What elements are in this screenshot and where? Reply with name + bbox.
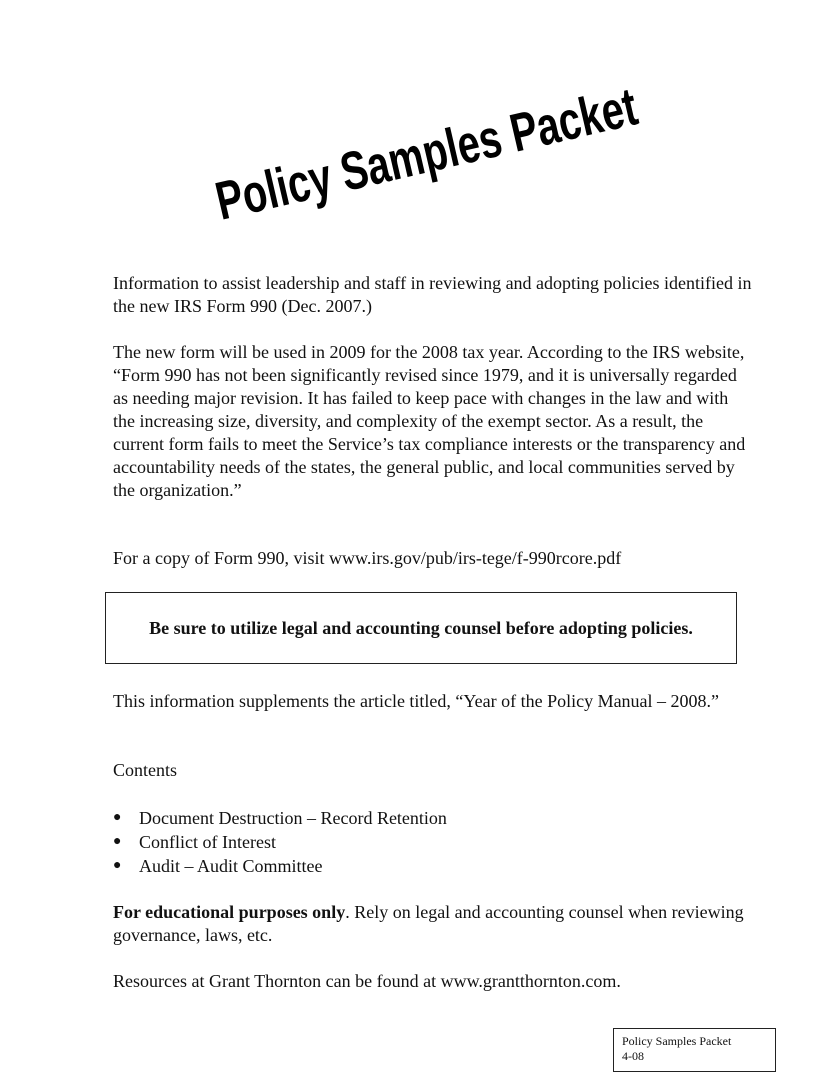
bullet-icon: ●	[113, 834, 122, 849]
footer-label-box	[613, 1028, 776, 1072]
contents-list	[113, 806, 447, 878]
supplement-paragraph: This information supplements the article titled, “Year of the Policy Manual – 2008.”	[113, 691, 720, 711]
counsel-callout-text: Be sure to utilize legal and accounting counsel before adopting policies.	[149, 617, 693, 638]
form-copy-line: For a copy of Form 990, visit www.irs.gov/pub/irs-tege/f-990rcore.pdf	[113, 548, 622, 568]
page-title-wordart	[210, 41, 795, 232]
list-item	[113, 854, 447, 878]
educational-rest-text: . Rely on legal and accounting counsel when reviewing governance, laws, etc.	[113, 902, 744, 945]
footer-title: Policy Samples Packet	[622, 1034, 732, 1048]
list-item-label: Conflict of Interest	[139, 832, 276, 852]
counsel-callout-box	[105, 592, 737, 664]
contents-heading: Contents	[113, 760, 178, 780]
educational-bold-text: For educational purposes only	[113, 902, 346, 922]
list-item-label: Document Destruction – Record Retention	[139, 808, 447, 828]
page-title: Policy Samples Packet	[210, 41, 795, 232]
educational-paragraph	[113, 901, 753, 947]
list-item	[113, 806, 447, 830]
bullet-icon: ●	[113, 810, 122, 825]
list-item-label: Audit – Audit Committee	[139, 856, 323, 876]
list-item	[113, 830, 447, 854]
footer-date: 4-08	[622, 1049, 644, 1063]
resources-paragraph: Resources at Grant Thornton can be found at www.grantthornton.com.	[113, 971, 621, 991]
form-990-paragraph: The new form will be used in 2009 for the 2008 tax year. According to the IRS website, “Form 990 has not been significantly revised since 1979, and it is universally regarded as needing major revision. It has failed to keep pace with changes in the law and with the increasing size, diversity, and complexity of the exempt sector. As a result, the current form fails to meet the Service’s tax compliance interests or the transparency and accountability needs of the states, the general public, and local communities served by the organization.”	[113, 342, 746, 500]
intro-paragraph: Information to assist leadership and staff in reviewing and adopting policies identified in the new IRS Form 990 (Dec. 2007.)	[113, 273, 752, 316]
bullet-icon: ●	[113, 858, 122, 873]
